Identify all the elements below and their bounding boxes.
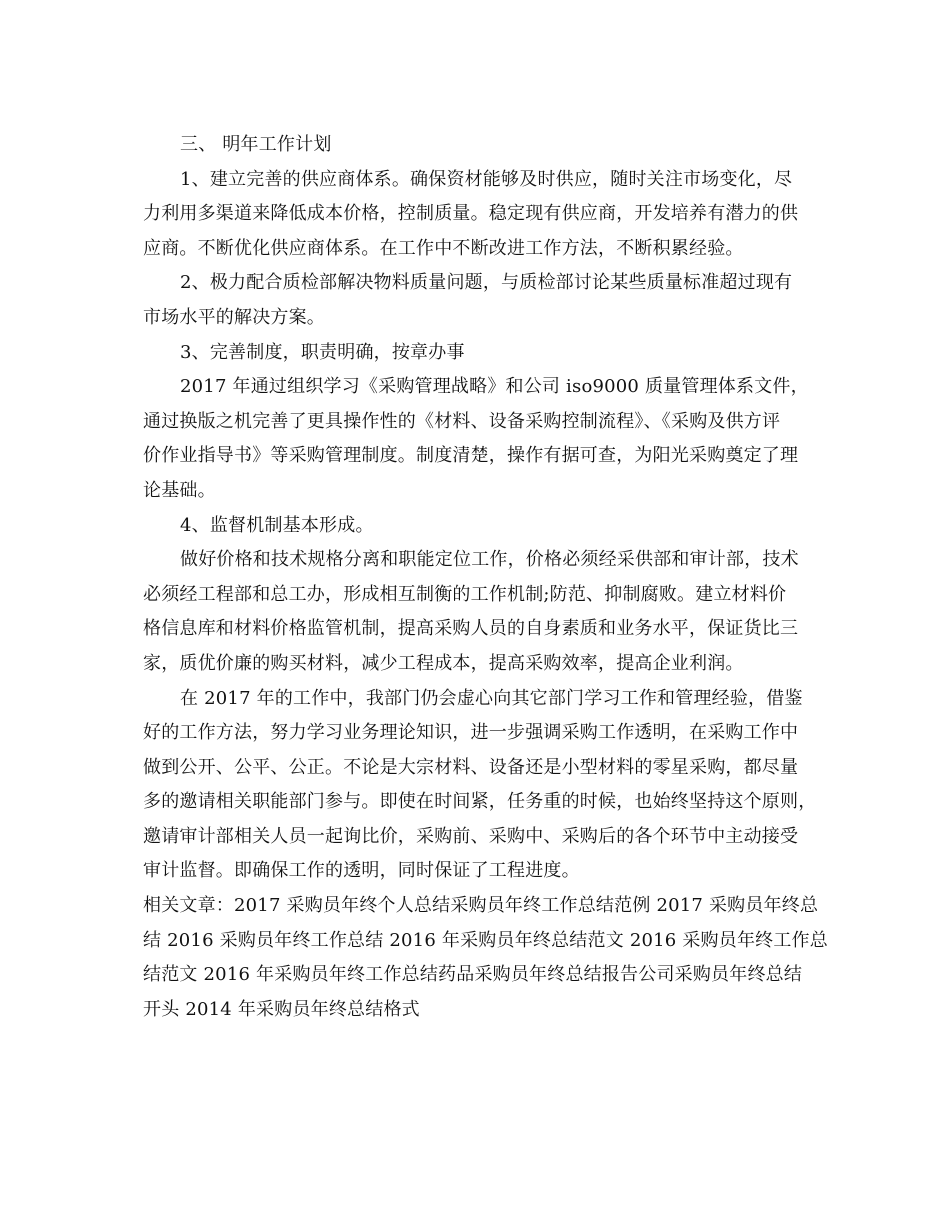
closing-line: 在 2017 年的工作中，我部门仍会虚心向其它部门学习工作和管理经验，借鉴 [180, 687, 803, 709]
item1-line: 1、建立完善的供应商体系。确保资材能够及时供应，随时关注市场变化，尽 [180, 168, 793, 190]
closing-line: 多的邀请相关职能部门参与。即使在时间紧，任务重的时候，也始终坚持这个原则， [143, 791, 817, 813]
related-articles-line: 开头 2014 年采购员年终总结格式 [143, 998, 420, 1020]
item3-line: 价作业指导书》等采购管理制度。制度清楚，操作有据可查，为阳光采购奠定了理 [143, 445, 799, 467]
item4-line: 必须经工程部和总工办，形成相互制衡的工作机制;防范、抑制腐败。建立材料价 [143, 583, 787, 605]
item4-heading: 4、监督机制基本形成。 [180, 514, 374, 536]
related-articles-line: 结 2016 采购员年终工作总结 2016 年采购员年终总结范文 2016 采购员年终工作总 [143, 929, 828, 951]
item2-line: 2、极力配合质检部解决物料质量问题，与质检部讨论某些质量标准超过现有 [180, 272, 793, 294]
closing-line: 邀请审计部相关人员一起询比价，采购前、采购中、采购后的各个环节中主动接受 [143, 825, 799, 847]
related-articles-line: 相关文章：2017 采购员年终个人总结采购员年终工作总结范例 2017 采购员年终总 [143, 895, 819, 917]
closing-line: 做到公开、公平、公正。不论是大宗材料、设备还是小型材料的零星采购，都尽量 [143, 756, 799, 778]
closing-line: 好的工作方法，努力学习业务理论知识，进一步强调采购工作透明，在采购工作中 [143, 722, 799, 744]
item3-line: 2017 年通过组织学习《采购管理战略》和公司 iso9000 质量管理体系文件， [180, 376, 809, 398]
item4-line: 做好价格和技术规格分离和职能定位工作，价格必须经采供部和审计部，技术 [180, 549, 799, 571]
item4-line: 格信息库和材料价格监管机制，提高采购人员的自身素质和业务水平，保证货比三 [143, 618, 799, 640]
closing-line: 审计监督。即确保工作的透明，同时保证了工程进度。 [143, 860, 580, 882]
related-articles-line: 结范文 2016 年采购员年终工作总结药品采购员年终总结报告公司采购员年终总结 [143, 964, 803, 986]
item3-line: 通过换版之机完善了更具操作性的《材料、设备采购控制流程》、《采购及供方评 [143, 410, 781, 432]
item2-line: 市场水平的解决方案。 [143, 306, 325, 328]
item3-line: 论基础。 [143, 479, 216, 501]
document-body [143, 128, 828, 1027]
item1-line: 应商。不断优化供应商体系。在工作中不断改进工作方法，不断积累经验。 [143, 237, 744, 259]
section-heading: 三、 明年工作计划 [180, 134, 332, 155]
item1-line: 力利用多渠道来降低成本价格，控制质量。稳定现有供应商，开发培养有潜力的供 [143, 203, 799, 225]
item3-heading: 3、完善制度，职责明确，按章办事 [180, 341, 465, 363]
item4-line: 家，质优价廉的购买材料，减少工程成本，提高采购效率，提高企业利润。 [143, 652, 744, 674]
